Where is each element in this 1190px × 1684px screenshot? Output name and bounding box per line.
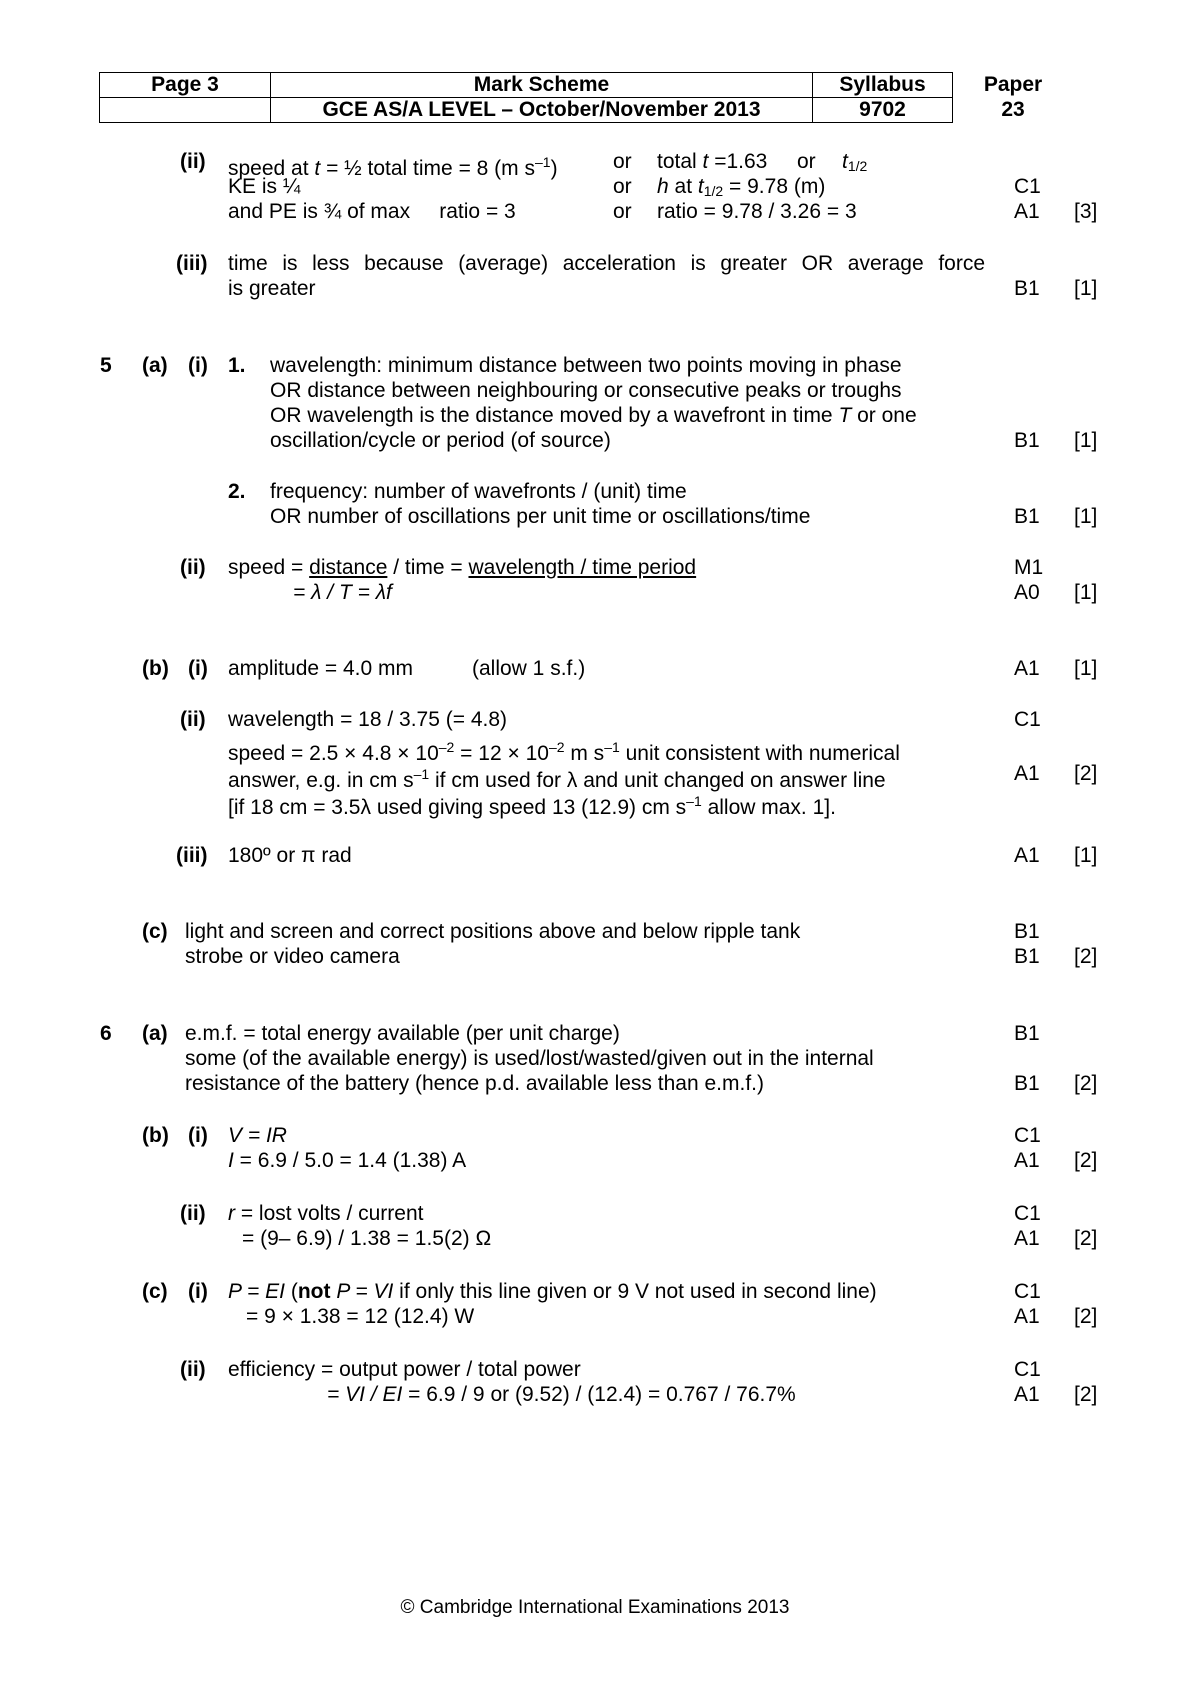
q4-ii-mark1: C1 [1014,175,1041,198]
q6-bi-line2: I = 6.9 / 5.0 = 1.4 (1.38) A [228,1149,467,1172]
q6-bii-mark1: C1 [1014,1202,1041,1225]
q6-bi-mark1: C1 [1014,1124,1041,1147]
q5-biii-label: (iii) [176,844,208,867]
q5-c-total: [2] [1074,945,1098,968]
q6-bii-line2: = (9– 6.9) / 1.38 = 1.5(2) Ω [242,1227,492,1250]
q6-ci-label: (i) [188,1280,208,1303]
q6-bi-total: [2] [1074,1149,1098,1172]
q5-ai1-line3: OR wavelength is the distance moved by a wavefront in time T or one [270,404,917,427]
q6-a-mark2: B1 [1014,1072,1040,1095]
q4-ii-alt2: h at $t_{1/2} = 9.78$ (m) [657,175,826,199]
q4-ii-or2: or [613,175,632,198]
q5-ai1-num: 1. [228,354,246,377]
q4-ii-or3: or [613,200,632,223]
q6-bii-label: (ii) [180,1202,206,1225]
q5-bii-line1: wavelength = 18 / 3.75 (= 4.8) [228,708,508,731]
q5-c-label: (c) [142,920,168,943]
q4-ii-mark2: A1 [1014,200,1040,223]
q5-ai2-mark: B1 [1014,505,1040,528]
q6-ci-line2: = 9 × 1.38 = 12 (12.4) W [246,1305,475,1328]
q6-bii-total: [2] [1074,1227,1098,1250]
q6-number: 6 [100,1022,112,1045]
q5-bii-mark1: C1 [1014,708,1041,731]
q6-ci-line1: P = EI (not P = VI if only this line given or 9 V not used in second line) [228,1280,877,1303]
q5-aii-label: (ii) [180,556,206,579]
q5-aii-mark1: M1 [1014,556,1044,579]
q5-bi-mark: A1 [1014,657,1040,680]
q6-bi-mark2: A1 [1014,1149,1040,1172]
q4-iii-label: (iii) [176,252,208,275]
q5-ai1-line2: OR distance between neighbouring or consecutive peaks or troughs [270,379,902,402]
header-paper-label: Paper [983,73,1043,96]
q5-bii-mark2: A1 [1014,762,1040,785]
q6-bii-mark2: A1 [1014,1227,1040,1250]
q4-ii-alt3: ratio = 9.78 / 3.26 = 3 [657,200,857,223]
q4-ii-line3: and PE is ¾ of max ratio = 3 [228,200,516,223]
header-page-label: Page 3 [151,73,219,96]
q5-ai2-total: [1] [1074,505,1098,528]
q5-bii-label: (ii) [180,708,206,731]
q6-c-label: (c) [142,1280,168,1303]
header-syllabus-label: Syllabus [839,73,926,96]
q6-a-label: (a) [142,1022,168,1045]
q4-iii-line2: is greater [228,277,316,300]
q5-biii-total: [1] [1074,844,1098,867]
q5-bii-line4: [if 18 cm = 3.5λ used giving speed 13 (12.9) cm $s^{-1}$ allow max. 1]. [228,793,836,819]
q5-c-mark2: B1 [1014,945,1040,968]
q6-a-mark1: B1 [1014,1022,1040,1045]
q4-ii-total: [3] [1074,200,1098,223]
q6-a-line2: some (of the available energy) is used/lost/wasted/given out in the internal [185,1047,874,1070]
q5-aii-line2: = λ / T = λf [293,581,392,604]
q6-a-line1: e.m.f. = total energy available (per unit charge) [185,1022,620,1045]
q5-bii-line3: answer, e.g. in cm $s^{-1}$ if cm used for λ and unit changed on answer line [228,766,886,792]
q6-cii-line1: efficiency = output power / total power [228,1358,581,1381]
q6-bi-line1: V = IR [228,1124,287,1147]
q5-biii-line: 180º or π rad [228,844,352,867]
q6-ci-mark2: A1 [1014,1305,1040,1328]
q5-bi-note: (allow 1 s.f.) [472,657,586,680]
q4-ii-alt1: total t =1.63 [657,150,768,173]
q6-cii-total: [2] [1074,1383,1098,1406]
header-subtitle: GCE AS/A LEVEL – October/November 2013 [322,98,761,121]
q5-ai2-line2: OR number of oscillations per unit time or oscillations/time [270,505,811,528]
q4-iii-total: [1] [1074,277,1098,300]
q6-b-label: (b) [142,1124,169,1147]
q5-aii-total: [1] [1074,581,1098,604]
q5-bii-line2: speed = $2.5 \times 4.8 \times 10^{-2} = 12 \times 10^{-2}$ m $s^{-1}$ unit consistent with numerical [228,739,900,765]
header-table [99,72,953,123]
q6-ci-mark1: C1 [1014,1280,1041,1303]
q5-ai1-mark: B1 [1014,429,1040,452]
q5-aii-line1: speed = distance / time = wavelength / time period [228,556,697,579]
q6-cii-line2: = VI / EI = 6.9 / 9 or (9.52) / (12.4) = 0.767 / 76.7% [327,1383,796,1406]
q5-ai1-line4: oscillation/cycle or period (of source) [270,429,611,452]
q5-c-line1: light and screen and correct positions above and below ripple tank [185,920,801,943]
q6-a-line3: resistance of the battery (hence p.d. available less than e.m.f.) [185,1072,764,1095]
footer-copyright: © Cambridge International Examinations 2013 [400,1597,790,1618]
q5-bii-total: [2] [1074,762,1098,785]
q6-ci-total: [2] [1074,1305,1098,1328]
q5-biii-mark: A1 [1014,844,1040,867]
q5-c-mark1: B1 [1014,920,1040,943]
q4-ii-label: (ii) [180,150,206,173]
q5-bi-label: (i) [188,657,208,680]
q5-b-label: (b) [142,657,169,680]
q4-ii-alt1-t: $t_{1/2}$ [842,150,868,174]
q5-bi-total: [1] [1074,657,1098,680]
q4-ii-or1: or [613,150,632,173]
q5-a-label: (a) [142,354,168,377]
q4-ii-or1b: or [797,150,816,173]
header-title: Mark Scheme [473,73,610,96]
q5-ai1-total: [1] [1074,429,1098,452]
q6-cii-mark2: A1 [1014,1383,1040,1406]
q5-c-line2: strobe or video camera [185,945,400,968]
q5-ai-label: (i) [188,354,208,377]
header-syllabus-code: 9702 [859,98,906,121]
q6-bii-line1: r = lost volts / current [228,1202,424,1225]
q4-ii-line1: speed at t = ½ total time = 8 (m $s^{-1}$) [228,154,558,180]
q6-bi-label: (i) [188,1124,208,1147]
q5-ai1-line1: wavelength: minimum distance between two points moving in phase [270,354,902,377]
q5-aii-mark2: A0 [1014,581,1040,604]
q5-ai2-num: 2. [228,480,246,503]
q4-iii-line1: time is less because (average) acceleration is greater OR average force [228,252,985,275]
q5-number: 5 [100,354,112,377]
q5-bi-line: amplitude = 4.0 mm [228,657,414,680]
q6-cii-mark1: C1 [1014,1358,1041,1381]
q5-ai2-line1: frequency: number of wavefronts / (unit) time [270,480,687,503]
q6-a-total: [2] [1074,1072,1098,1095]
header-paper-number: 23 [1001,98,1025,121]
q6-cii-label: (ii) [180,1358,206,1381]
q4-ii-line2: KE is ¼ [228,175,301,198]
q4-iii-mark: B1 [1014,277,1040,300]
